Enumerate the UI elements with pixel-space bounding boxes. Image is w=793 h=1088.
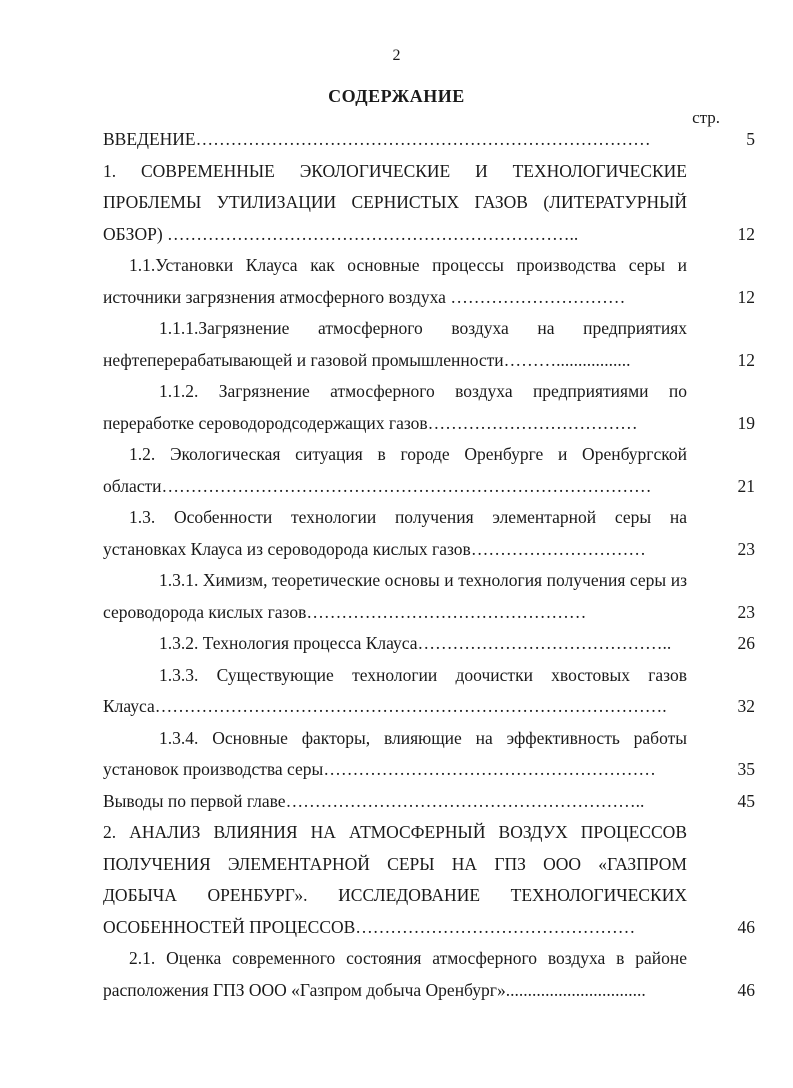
toc-entry-text: 1.2. Экологическая ситуация в городе Оренбурге и Оренбургской области………………………………………………………………………… [103, 444, 687, 496]
toc-entry-text: 1.1.2. Загрязнение атмосферного воздуха предприятиями по переработке сероводородсодержащих газов……………………………… [103, 381, 687, 433]
toc-entry-text: 1.3.4. Основные факторы, влияющие на эффективность работы установок производства серы………………………………………………… [103, 727, 687, 779]
toc-entry[interactable] [103, 376, 755, 439]
toc-entry[interactable] [103, 943, 755, 1006]
toc-entry[interactable] [103, 124, 755, 156]
toc-entry[interactable] [103, 786, 755, 818]
toc-entry-text: 1.1.1.Загрязнение атмосферного воздуха на предприятиях нефтеперерабатывающей и газовой промышленности………................. [103, 318, 687, 370]
toc-entry-text: 1.3. Особенности технологии получения элементарной серы на установках Клауса из сероводорода кислых газов………………………… [103, 507, 687, 559]
toc-entry-page: 26 [737, 633, 755, 653]
toc-entry-page: 12 [737, 286, 755, 307]
toc-entry-page: 23 [737, 538, 755, 559]
toc-entry-text: 2. АНАЛИЗ ВЛИЯНИЯ НА АТМОСФЕРНЫЙ ВОЗДУХ ПРОЦЕССОВ ПОЛУЧЕНИЯ ЭЛЕМЕНТАРНОЙ СЕРЫ НА ГПЗ ООО «ГАЗПРОМ ДОБЫЧА ОРЕНБУРГ». ИССЛЕДОВАНИЕ ТЕХНОЛОГИЧЕСКИХ ОСОБЕННОСТЕЙ ПРОЦЕССОВ………………………………………… [103, 822, 687, 937]
toc-entry-page: 12 [737, 223, 755, 244]
toc-entry-page: 5 [746, 129, 755, 149]
toc-entry[interactable] [103, 817, 755, 943]
toc-entry[interactable] [103, 313, 755, 376]
toc-entry[interactable] [103, 250, 755, 313]
toc-entry[interactable] [103, 628, 755, 660]
table-of-contents [103, 124, 755, 1006]
toc-entry-text: Выводы по первой главе…………………………………………………….. [103, 790, 645, 811]
toc-entry[interactable] [103, 723, 755, 786]
toc-entry-text: 1.3.2. Технология процесса Клауса…………………………………….. [159, 633, 672, 653]
toc-entry-text: 1. СОВРЕМЕННЫЕ ЭКОЛОГИЧЕСКИЕ И ТЕХНОЛОГИЧЕСКИЕ ПРОБЛЕМЫ УТИЛИЗАЦИИ СЕРНИСТЫХ ГАЗОВ (ЛИТЕРАТУРНЫЙ ОБЗОР) …………………………………………………………….. [103, 160, 687, 244]
toc-entry-text: 1.3.1. Химизм, теоретические основы и технология получения серы из сероводорода кислых газов………………………………………… [103, 570, 687, 622]
toc-entry-page: 35 [737, 759, 755, 779]
page-column-label: стр. [692, 108, 720, 127]
toc-entry-page: 19 [737, 412, 755, 433]
toc-title: СОДЕРЖАНИЕ [328, 86, 465, 106]
toc-entry[interactable] [103, 156, 755, 251]
toc-entry-page: 32 [737, 696, 755, 716]
toc-entry-page: 12 [737, 349, 755, 370]
toc-entry-page: 46 [737, 979, 755, 1000]
toc-entry-text: 1.1.Установки Клауса как основные процессы производства серы и источники загрязнения атмосферного воздуха ………………………… [103, 255, 687, 307]
toc-entry-text: 2.1. Оценка современного состояния атмосферного воздуха в районе расположения ГПЗ ООО «Газпром добыча Оренбург»................................ [103, 948, 687, 1000]
toc-entry[interactable] [103, 660, 755, 723]
page-number: 2 [392, 47, 401, 64]
toc-entry[interactable] [103, 565, 755, 628]
toc-entry-page: 45 [737, 790, 755, 811]
toc-entry-text: 1.3.3. Существующие технологии доочистки хвостовых газов Клауса……………………………………………………………………………. [103, 664, 687, 716]
toc-entry-page: 23 [737, 601, 755, 622]
toc-entry[interactable] [103, 439, 755, 502]
toc-entry-text: ВВЕДЕНИЕ…………………………………………………………………… [103, 129, 651, 149]
toc-entry[interactable] [103, 502, 755, 565]
toc-entry-page: 46 [737, 916, 755, 937]
toc-entry-page: 21 [737, 475, 755, 496]
